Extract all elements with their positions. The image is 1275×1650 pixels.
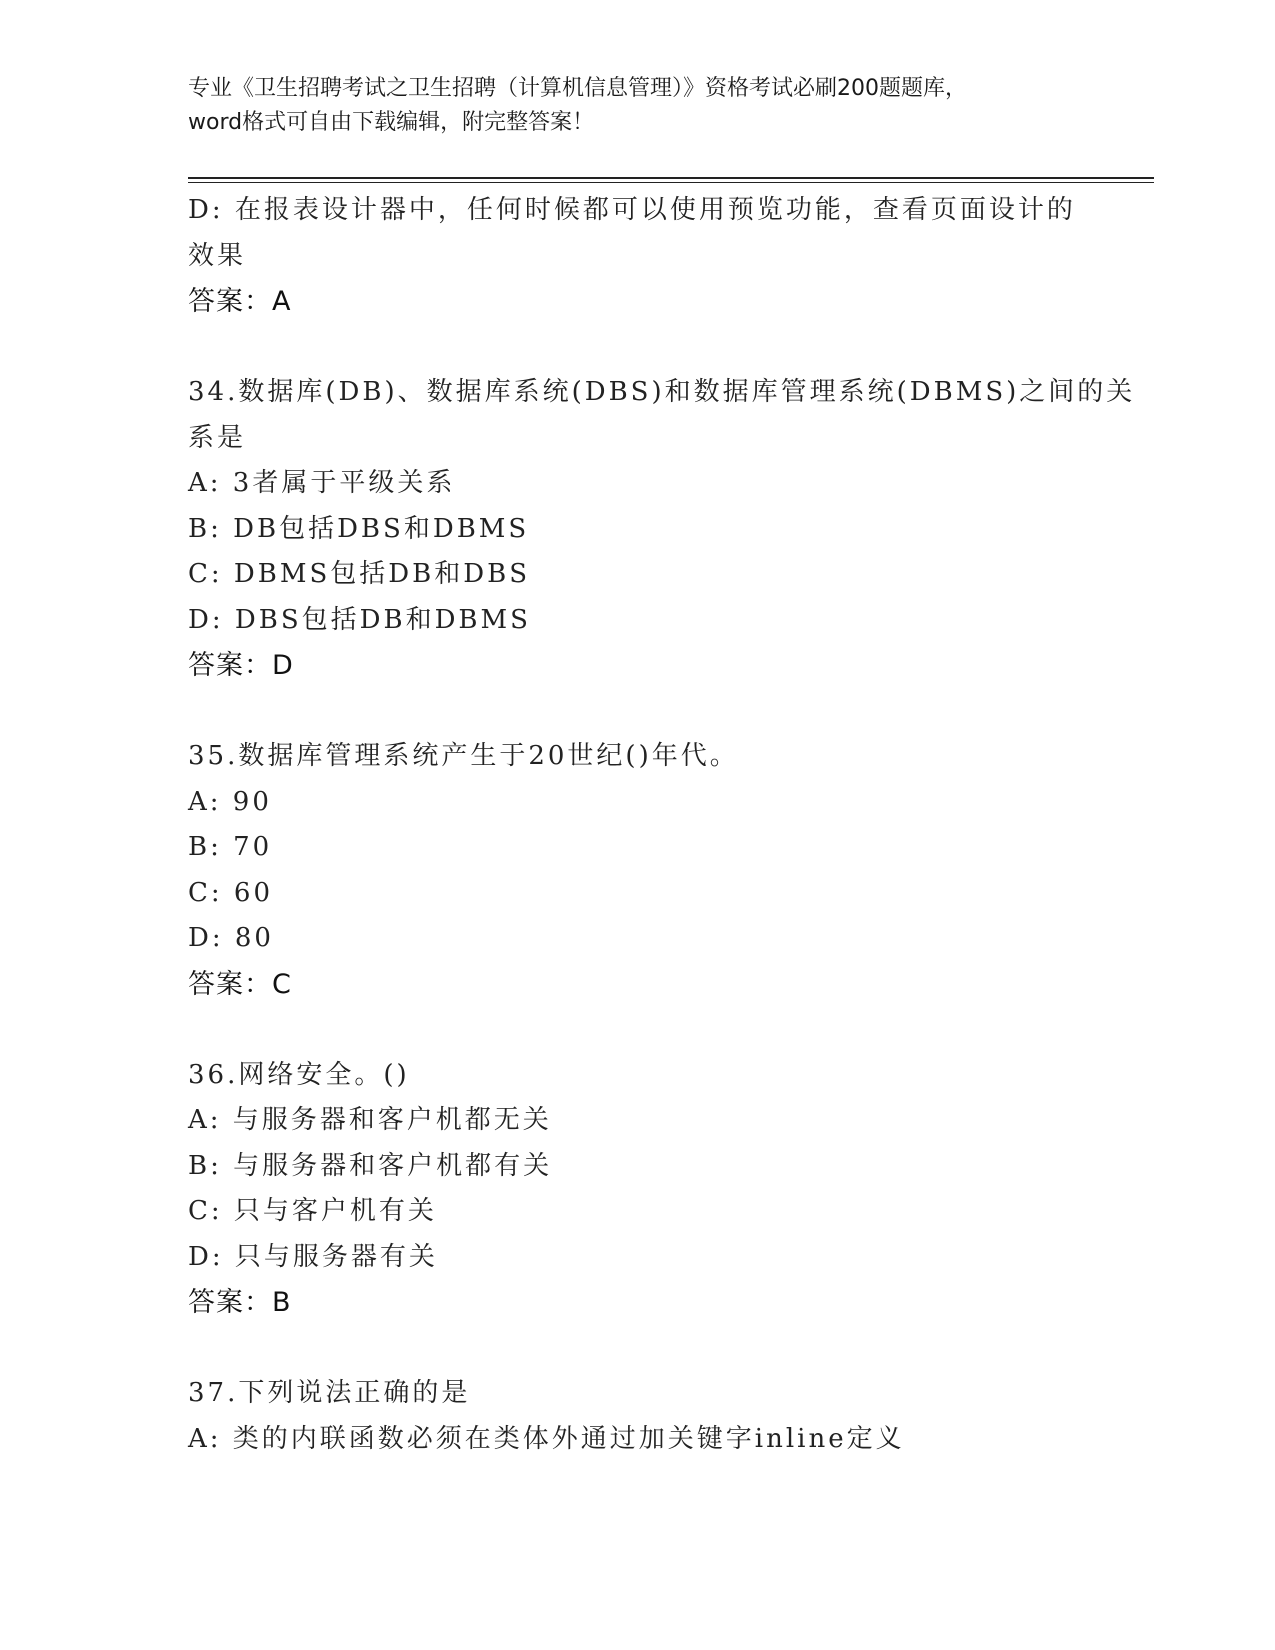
option-d: D: 只与服务器有关 [188,1241,438,1272]
option-c: C: DBMS包括DB和DBS [188,559,531,589]
page-header [188,72,1088,140]
question-list [188,188,1136,1462]
option-d-continued: 效果 [188,240,247,271]
option-a: A: 类的内联函数必须在类体外通过加关键字inline定义 [188,1423,905,1454]
answer: 答案：A [188,286,292,317]
option-c: C: 60 [188,877,274,908]
question-34 [188,370,1136,689]
answer: 答案：D [188,650,294,681]
spacer [188,1326,1088,1372]
option-d: D: 在报表设计器中，任何时候都可以使用预览功能，查看页面设计的 [188,195,1076,225]
option-d: D: 80 [188,923,274,953]
header-title-line-1: 专业《卫生招聘考试之卫生招聘（计算机信息管理）》资格考试必刷200题题库， [188,76,967,101]
option-c: C: 只与客户机有关 [188,1196,437,1226]
option-a: A: 3者属于平级关系 [188,468,456,498]
option-a: A: 与服务器和客户机都无关 [188,1105,552,1135]
question-37 [188,1371,1088,1462]
option-b: B: 与服务器和客户机都有关 [188,1150,553,1181]
question-36 [188,1053,1088,1326]
spacer [188,689,1088,735]
spacer [188,1007,1088,1053]
header-title-line-2: word格式可自由下载编辑，附完整答案！ [188,110,595,135]
question-stem: 34.数据库(DB)、数据库系统(DBS)和数据库管理系统(DBMS)之间的关 [188,377,1136,407]
answer: 答案：C [188,968,292,1000]
answer: 答案：B [188,1287,292,1318]
question-35 [188,734,1088,1007]
question-stem-continued: 系是 [188,422,247,453]
header-divider-thick [188,177,1154,179]
question-stem: 35.数据库管理系统产生于20世纪()年代。 [188,741,739,771]
header-divider-thin [188,182,1154,183]
option-d: D: DBS包括DB和DBMS [188,604,531,635]
question-33-tail [188,188,1088,325]
option-b: B: 70 [188,832,273,862]
question-stem: 36.网络安全。() [188,1059,410,1090]
spacer [188,325,1088,371]
question-stem: 37.下列说法正确的是 [188,1378,471,1408]
option-b: B: DB包括DBS和DBMS [188,513,530,544]
option-a: A: 90 [188,786,272,817]
